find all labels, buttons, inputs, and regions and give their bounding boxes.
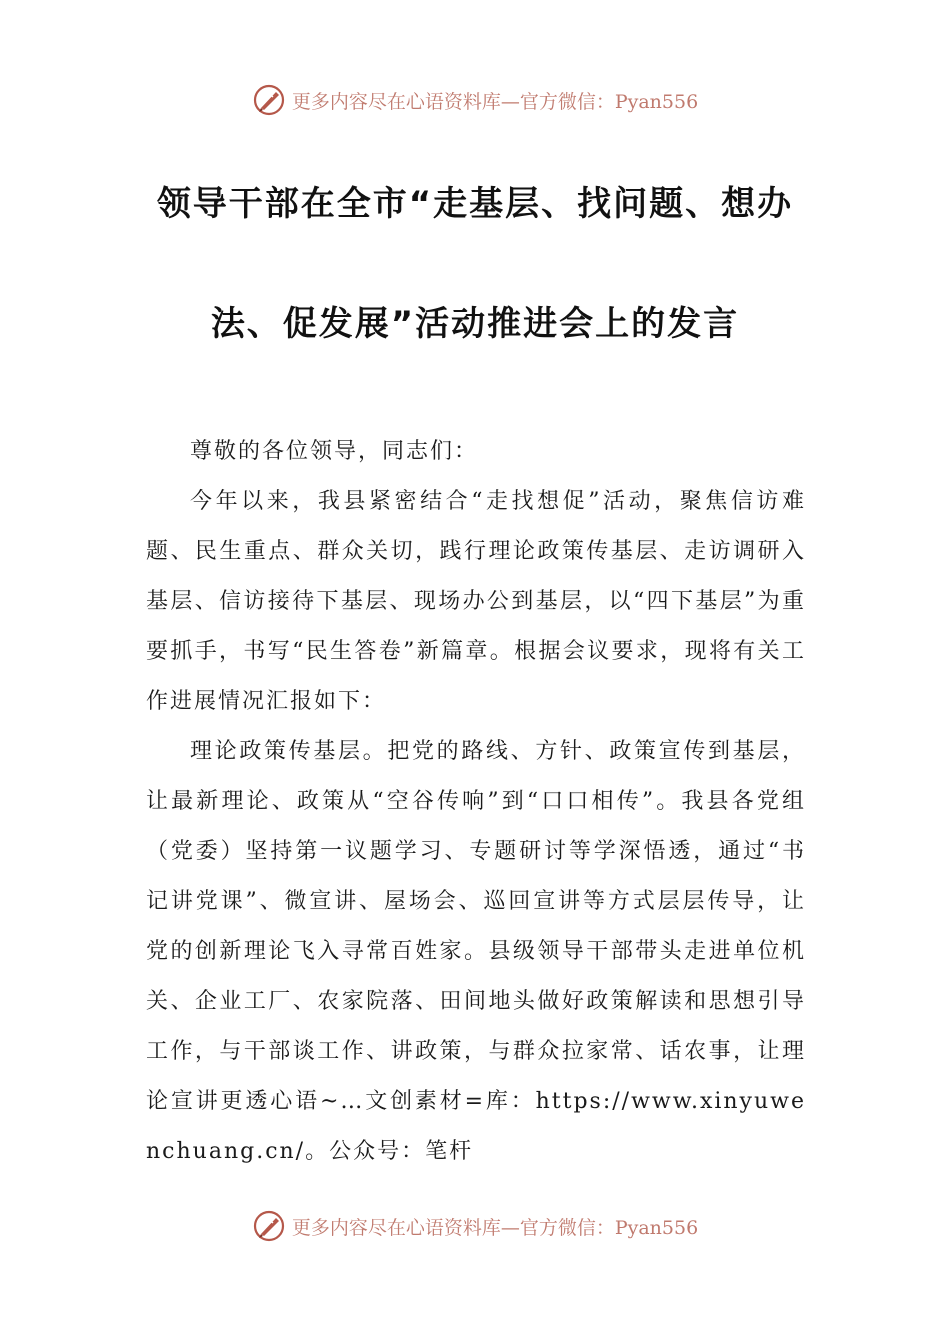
document-title-line-1: 领导干部在全市“走基层、找问题、想办	[156, 184, 794, 224]
document-body	[146, 427, 806, 1177]
pen-logo-icon	[252, 83, 286, 117]
document-title-line-2: 法、促发展”活动推进会上的发言	[210, 304, 740, 344]
watermark-footer	[0, 1206, 950, 1246]
body-paragraph-1: 今年以来，我县紧密结合“走找想促”活动，聚焦信访难题、民生重点、群众关切，践行理论政策传基层、走访调研入基层、信访接待下基层、现场办公到基层，以“四下基层”为重要抓手，书写“民生答卷”新篇章。根据会议要求，现将有关工作进展情况汇报如下：	[146, 489, 806, 714]
pen-logo-icon	[252, 1209, 286, 1243]
watermark-text: 更多内容尽在心语资料库—官方微信：Pyan556	[291, 90, 699, 113]
watermark-text: 更多内容尽在心语资料库—官方微信：Pyan556	[291, 1216, 699, 1239]
greeting-paragraph: 尊敬的各位领导，同志们：	[190, 439, 479, 464]
watermark-header	[0, 80, 950, 120]
body-paragraph-2: 理论政策传基层。把党的路线、方针、政策宣传到基层，让最新理论、政策从“空谷传响”到“口口相传”。我县各党组（党委）坚持第一议题学习、专题研讨等学深悟透，通过“书记讲党课”、微宣讲、屋场会、巡回宣讲等方式层层传导，让党的创新理论飞入寻常百姓家。县级领导干部带头走进单位机关、企业工厂、农家院落、田间地头做好政策解读和思想引导工作，与干部谈工作、讲政策，与群众拉家常、话农事，让理论宣讲更透心语~…文创素材=库：https://www.xinyuwenchuang.cn/。公众号：笔杆	[146, 739, 806, 1164]
